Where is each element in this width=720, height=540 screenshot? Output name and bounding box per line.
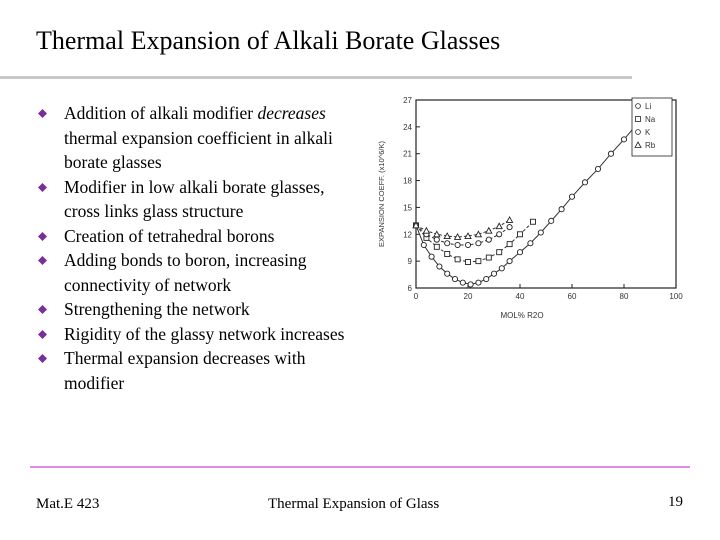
legend-marker [636,130,641,135]
y-tick-label: 9 [407,257,412,267]
y-tick-label: 24 [403,122,412,132]
data-point-li [491,271,496,276]
bullet-text: Rigidity of the glassy network increases [64,323,345,344]
expansion-chart [370,90,690,330]
course-code: Mat.E 423 [36,496,100,512]
x-tick-label: 20 [463,292,473,301]
data-point-li [595,166,600,171]
data-point-li [460,280,465,285]
data-point-k [476,241,481,246]
legend-marker [636,117,641,122]
data-point-li [569,194,574,199]
diamond-bullet-icon [38,354,47,363]
footer-divider [30,466,690,468]
data-point-k [507,225,512,230]
bullet-emphasis: decreases [257,103,326,123]
x-tick-label: 40 [515,292,525,301]
bullet-text-tail: thermal expansion coefficient in alkali borate glasses [64,127,333,172]
legend-label: Na [645,115,656,124]
data-point-li [538,230,543,235]
diamond-bullet-icon [38,109,47,118]
x-axis-label: MOL% R2O [500,311,544,320]
bullet-text: Addition of alkali modifier [64,103,258,123]
footer-title: Thermal Expansion of Glass [268,496,440,512]
data-point-rb [486,228,492,234]
data-point-na [466,260,471,265]
x-tick-label: 80 [619,292,629,301]
data-point-k [497,232,502,237]
data-point-li [507,259,512,264]
data-point-na [507,242,512,247]
data-point-na [445,251,450,256]
bullet-item [36,248,356,297]
diamond-bullet-icon [38,183,47,192]
data-point-na [455,257,460,262]
y-axis-label: EXPANSION COEFF. (x10^6/K) [377,141,386,247]
data-point-li [445,271,450,276]
bullet-item [36,224,356,249]
data-point-li [476,280,481,285]
y-tick-label: 27 [403,96,412,105]
data-point-k [465,242,470,247]
y-tick-label: 21 [403,149,412,159]
data-point-k [445,241,450,246]
y-tick-label: 6 [407,284,412,293]
bullet-list [36,101,356,395]
data-point-li [421,242,426,247]
bullet-text: Strengthening the network [64,299,250,319]
title-divider [0,76,632,79]
data-point-li [452,276,457,281]
legend-label: K [645,128,651,137]
data-point-li [484,276,489,281]
bullet-text: Modifier in low alkali borate glasses, cross links glass structure [64,176,325,221]
bullet-item [36,175,356,224]
data-point-na [476,259,481,264]
x-tick-label: 0 [413,292,419,301]
data-point-li [517,250,522,255]
data-point-na [497,250,502,255]
diamond-bullet-icon [38,305,47,314]
bullet-item [36,297,356,322]
data-point-rb [507,217,513,222]
data-point-k [434,237,439,242]
legend-marker [636,104,641,109]
x-tick-label: 60 [567,292,577,301]
legend-label: Rb [645,141,656,150]
data-point-k [486,237,491,242]
series-line-li [416,109,650,284]
page-number: 19 [668,494,683,510]
data-point-rb [423,228,429,234]
data-point-na [486,255,491,260]
bullet-item [36,346,356,395]
data-point-li [621,137,626,142]
data-point-k [455,242,460,247]
bullet-text: Thermal expansion decreases with modifier [64,348,306,393]
data-point-na [434,244,439,249]
y-tick-label: 18 [403,176,412,186]
slide-title: Thermal Expansion of Alkali Borate Glasses [36,26,501,55]
y-tick-label: 15 [403,203,412,213]
x-tick-label: 100 [669,292,683,301]
data-point-li [437,264,442,269]
data-point-li [559,207,564,212]
data-point-na [518,232,523,237]
bullet-text: Creation of tetrahedral borons [64,225,275,246]
diamond-bullet-icon [38,232,47,241]
data-point-rb [496,223,502,229]
data-point-li [549,218,554,223]
diamond-bullet-icon [38,256,47,265]
data-point-li [582,180,587,185]
data-point-li [429,254,434,259]
data-point-li [499,266,504,271]
data-point-li [528,241,533,246]
data-point-li [608,151,613,156]
data-point-li [468,282,473,287]
data-point-na [531,219,536,224]
diamond-bullet-icon [38,330,47,339]
bullet-text: Adding bonds to boron, increasing connectivity of network [64,250,307,295]
bullet-item [36,101,356,175]
y-tick-label: 12 [403,230,412,240]
legend-label: Li [645,102,652,111]
series-line-rb [416,220,510,237]
bullet-item [36,322,356,347]
